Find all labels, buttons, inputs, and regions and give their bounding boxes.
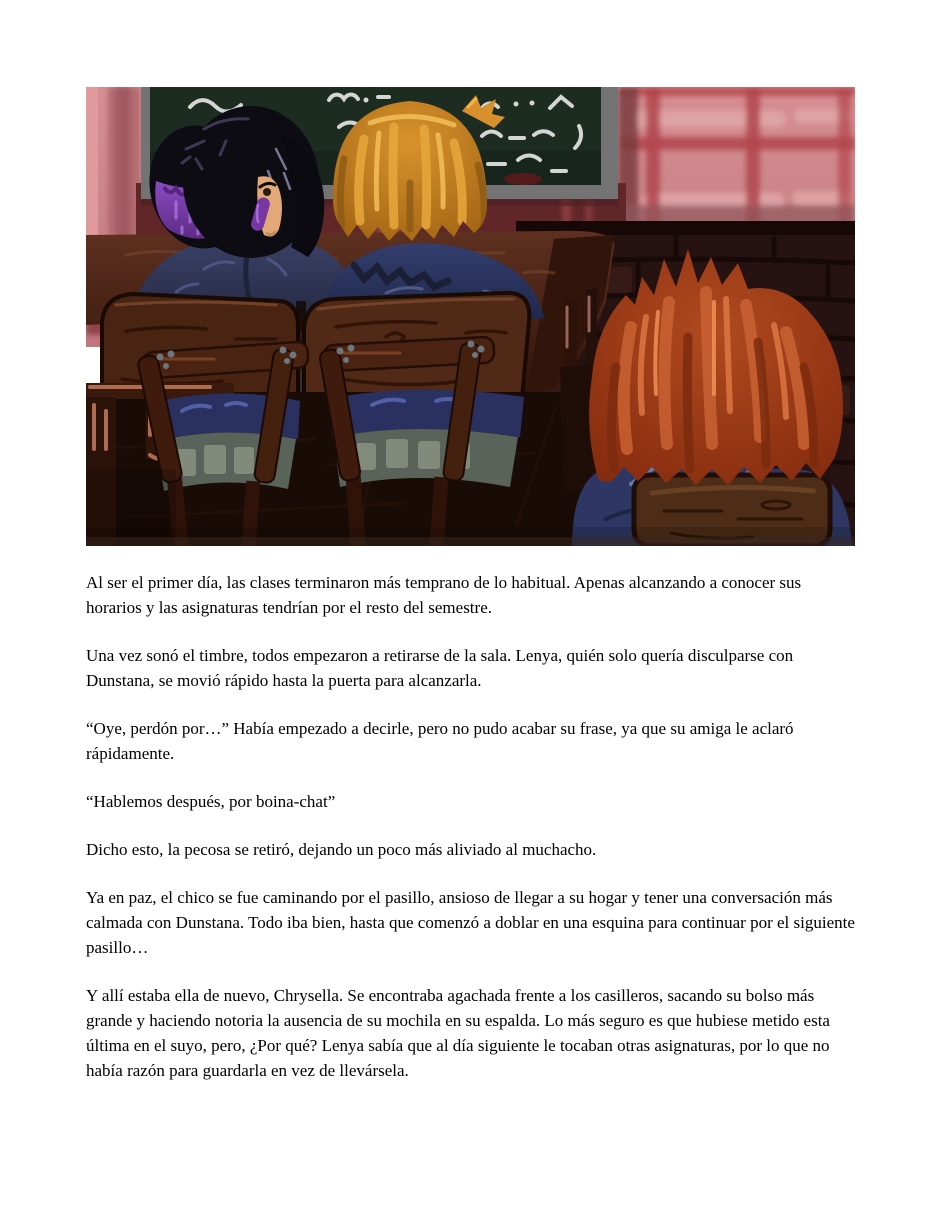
story-paragraph: “Oye, perdón por…” Había empezado a decirle, pero no pudo acabar su frase, ya que su amiga le aclaró rápidamente. [86,719,794,763]
story-paragraph: Una vez sonó el timbre, todos empezaron a retirarse de la sala. Lenya, quién solo quería disculparse con Dunstana, se movió rápido hasta la puerta para alcanzarla. [86,646,794,690]
story-paragraph: Dicho esto, la pecosa se retiró, dejando un poco más aliviado al muchacho. [86,840,597,859]
classroom-illustration [86,87,855,546]
story-paragraph: Y allí estaba ella de nuevo, Chrysella. Se encontraba agachada frente a los casilleros, sacando su bolso más grande y haciendo notoria la ausencia de su mochila en su espalda. Lo más seguro es que hubiese metido esta última en el suyo, pero, ¿Por qué? Lenya sabía que al día siguiente le tocaban otras asignaturas, por lo que no había razón para guardarla en vez de llevársela. [86,986,830,1080]
story-paragraph: Ya en paz, el chico se fue caminando por el pasillo, ansioso de llegar a su hogar y tener una conversación más calmada con Dunstana. Todo iba bien, hasta que comenzó a doblar en una esquina para continuar por el siguiente pasillo… [86,888,855,957]
story-paragraph: “Hablemos después, por boina-chat” [86,792,336,811]
eraser-smudge [504,173,542,185]
story-text [86,570,858,1106]
story-paragraph: Al ser el primer día, las clases terminaron más temprano de lo habitual. Apenas alcanzando a conocer sus horarios y las asignaturas tendrían por el resto del semestre. [86,573,802,617]
classroom-scene-svg [86,87,855,546]
